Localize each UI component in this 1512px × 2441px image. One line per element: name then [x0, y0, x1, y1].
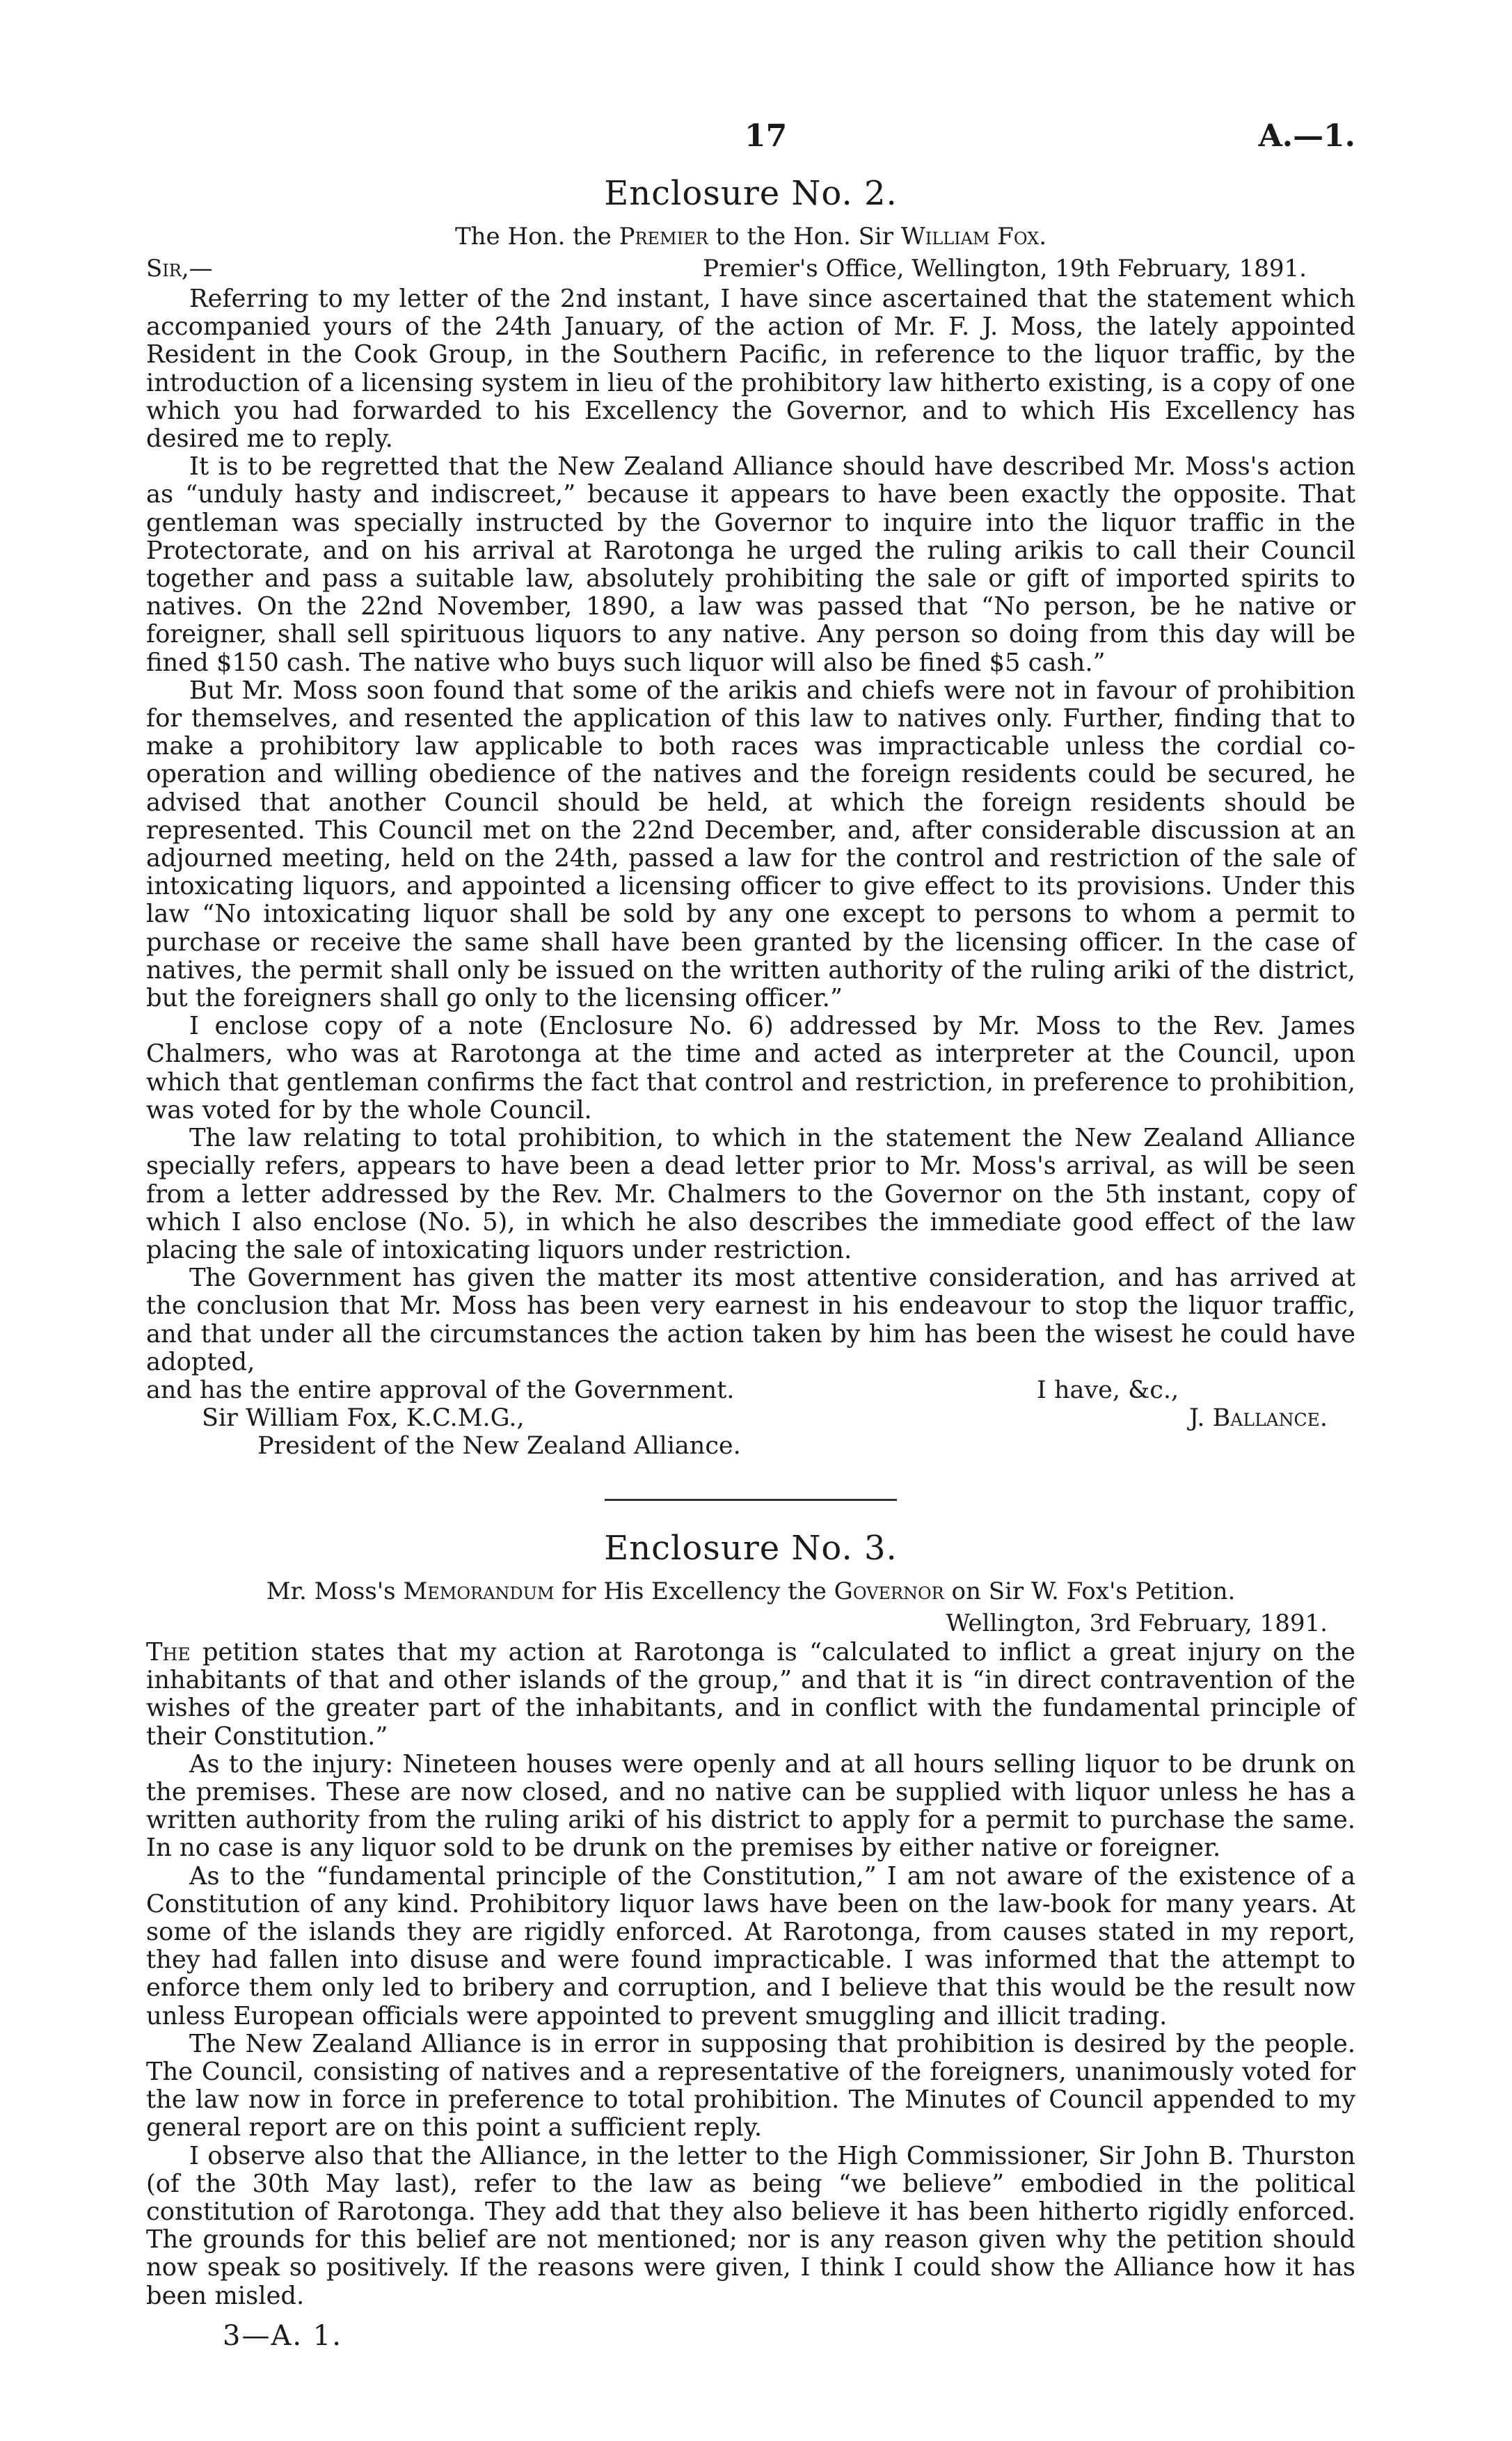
enclosure-2-subtitle: The Hon. the Premier to the Hon. Sir William Fox.: [454, 223, 1047, 251]
salutation: Sir,—: [146, 255, 213, 283]
enclosure-3-title: Enclosure No. 3.: [604, 1528, 898, 1568]
paragraph: But Mr. Moss soon found that some of the arikis and chiefs were not in favour of prohibition for themselves, and resented the application of this law to natives only. Further, finding that to make a prohibitory law applicable to both races was impracticable unless the cordial co-operation and willing obedience of the natives and the foreign residents could be secured, he advised that another Council should be held, at which the foreign residents should be represented. This Council met on the 22nd December, and, after considerable discussion at an adjourned meeting, held on the 24th, passed a law for the control and restriction of the sale of intoxicating liquors, and appointed a licensing officer to give effect to its provisions. Under this law “No intoxicating liquor shall be sold by any one except to persons to whom a permit to purchase or receive the same shall have been granted by the licensing officer. In the case of natives, the permit shall only be issued on the written authority of the ruling ariki of the district, but the foreigners shall go only to the licensing officer.”: [146, 676, 1355, 1013]
paragraph: The Government has given the matter its most attentive consideration, and has arrived at the conclusion that Mr. Moss has been very earnest in his endeavour to stop the liquor traffic, and that under all the circumstances the action taken by him has been the wisest he could have adopted,: [146, 1264, 1355, 1376]
signature: J. Ballance.: [1189, 1404, 1328, 1432]
addressee-title: President of the New Zealand Alliance.: [257, 1431, 741, 1460]
closing-row: [146, 1376, 1355, 1404]
dateline: Premier's Office, Wellington, 19th February, 1891.: [703, 255, 1307, 283]
paragraph: As to the “fundamental principle of the Constitution,” I am not aware of the existence of a Constitution of any kind. Prohibitory liquor laws have been on the law-book for many years. At some of the islands they are rigidly enforced. At Rarotonga, from causes stated in my report, they had fallen into disuse and were found impracticable. I was informed that the attempt to enforce them only led to bribery and corruption, and I believe that this would be the result now unless European officials were appointed to prevent smuggling and illicit trading.: [146, 1861, 1355, 2030]
closing-right: I have, &c.,: [1037, 1376, 1179, 1404]
signature-reference: 3—A. 1.: [223, 2319, 342, 2352]
paragraph: The New Zealand Alliance is in error in supposing that prohibition is desired by the people. The Council, consisting of natives and a representative of the foreigners, unanimously voted for the law now in force in preference to total prohibition. The Minutes of Council appended to my general report are on this point a sufficient reply.: [146, 2029, 1355, 2142]
paragraph: As to the injury: Nineteen houses were openly and at all hours selling liquor to be drunk on the premises. These are now closed, and no native can be supplied with liquor unless he has a written authority from the ruling ariki of his district to apply for a permit to purchase the same. In no case is any liquor sold to be drunk on the premises by either native or foreigner.: [146, 1749, 1355, 1863]
paragraph: I observe also that the Alliance, in the letter to the High Commissioner, Sir John B. Thurston (of the 30th May last), refer to the law as being “we believe” embodied in the political constitution of Rarotonga. They add that they also believe it has been hitherto rigidly enforced. The grounds for this belief are not mentioned; nor is any reason given why the petition should now speak so positively. If the reasons were given, I think I could show the Alliance how it has been misled.: [146, 2141, 1355, 2310]
dateline: Wellington, 3rd February, 1891.: [946, 1609, 1328, 1637]
page-number: 17: [745, 118, 788, 154]
enclosure-2: [146, 174, 1355, 1460]
paragraph: The law relating to total prohibition, to which in the statement the New Zealand Alliance specially refers, appears to have been a dead letter prior to Mr. Moss's arrival, as will be seen from a letter addressed by the Rev. Mr. Chalmers to the Governor on the 5th instant, copy of which I also enclose (No. 5), in which he also describes the immediate good effect of the law placing the sale of intoxicating liquors under restriction.: [146, 1124, 1355, 1264]
enclosure-2-title: Enclosure No. 2.: [604, 174, 898, 213]
section-divider: [605, 1499, 897, 1501]
paragraph: The petition states that my action at Rarotonga is “calculated to inflict a great injury on the inhabitants of that and other islands of the group,” and that it is “in direct contravention of the wishes of the greater part of the inhabitants, and in conflict with the fundamental principle of their Constitution.”: [146, 1637, 1355, 1751]
salutation-row: [146, 255, 1355, 285]
paragraph: It is to be regretted that the New Zealand Alliance should have described Mr. Moss's action as “unduly hasty and indiscreet,” because it appears to have been exactly the opposite. That gentleman was specially instructed by the Governor to inquire into the liquor traffic in the Protectorate, and on his arrival at Rarotonga he urged the ruling arikis to call their Council together and pass a suitable law, absolutely prohibiting the sale or gift of imported spirits to natives. On the 22nd November, 1890, a law was passed that “No person, be he native or foreigner, shall sell spirituous liquors to any native. Any person so doing from this day will be fined $150 cash. The native who buys such liquor will also be fined $5 cash.”: [146, 452, 1355, 677]
enclosure-3-subtitle: Mr. Moss's Memorandum for His Excellency the Governor on Sir W. Fox's Petition.: [266, 1577, 1236, 1605]
paragraph: I enclose copy of a note (Enclosure No. 6) addressed by Mr. Moss to the Rev. James Chalmers, who was at Rarotonga at the time and acted as interpreter at the Council, upon which that gentleman confirms the fact that control and restriction, in preference to prohibition, was voted for by the whole Council.: [146, 1012, 1355, 1124]
first-word: The: [146, 1637, 191, 1667]
signature-row: [146, 1404, 1355, 1432]
page-header: [146, 118, 1355, 167]
document-reference: A.—1.: [1258, 118, 1355, 154]
enclosure-3: [146, 1529, 1355, 2310]
closing-left: and has the entire approval of the Government.: [146, 1376, 735, 1404]
addressee: Sir William Fox, K.C.M.G.,: [202, 1404, 525, 1432]
paragraph: Referring to my letter of the 2nd instant, I have since ascertained that the statement which accompanied yours of the 24th January, of the action of Mr. F. J. Moss, the lately appointed Resident in the Cook Group, in the Southern Pacific, in reference to the liquor traffic, by the introduction of a licensing system in lieu of the prohibitory law hitherto existing, is a copy of one which you had forwarded to his Excellency the Governor, and to which His Excellency has desired me to reply.: [146, 285, 1355, 454]
